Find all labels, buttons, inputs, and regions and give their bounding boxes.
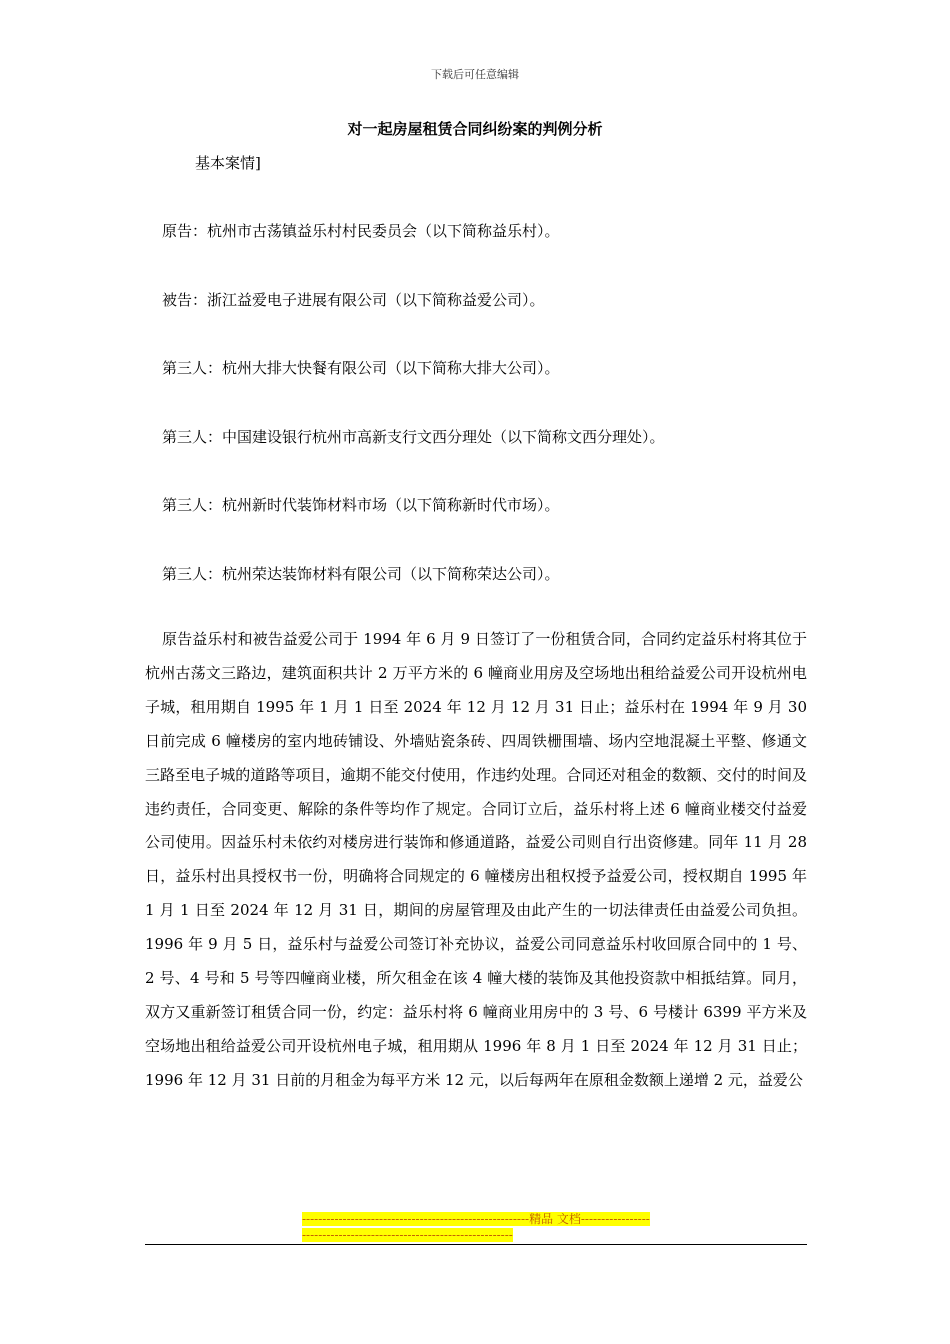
party-third-4: 第三人：杭州荣达装饰材料有限公司（以下简称荣达公司）。 — [162, 565, 560, 583]
footer-watermark-text: --------------------------------------------------------精品 文档--------------------------------------------------------------------- — [302, 1212, 650, 1242]
party-defendant: 被告：浙江益爱电子进展有限公司（以下简称益爱公司）。 — [162, 291, 545, 309]
party-plaintiff: 原告：杭州市古荡镇益乐村村民委员会（以下简称益乐村）。 — [162, 222, 560, 240]
party-third-1: 第三人：杭州大排大快餐有限公司（以下简称大排大公司）。 — [162, 359, 560, 377]
party-third-2: 第三人：中国建设银行杭州市高新支行文西分理处（以下简称文西分理处）。 — [162, 428, 665, 446]
document-title: 对一起房屋租赁合同纠纷案的判例分析 — [347, 120, 603, 138]
party-third-3: 第三人：杭州新时代装饰材料市场（以下简称新时代市场）。 — [162, 496, 560, 514]
footer-watermark — [302, 1211, 650, 1243]
header-note: 下载后可任意编辑 — [431, 68, 519, 81]
footer-divider — [145, 1244, 807, 1245]
section-label: 基本案情] — [195, 154, 261, 172]
case-body-paragraph: 原告益乐村和被告益爱公司于 1994 年 6 月 9 日签订了一份租赁合同，合同约定益乐村将其位于杭州古荡文三路边，建筑面积共计 2 万平方米的 6 幢商业用房及空场地出租给益爱公司开设杭州电子城，租用期自 1995 年 1 月 1 日至 2024 年 12 月 12 月 31 日止；益乐村在 1994 年 9 月 30 日前完成 6 幢楼房的室内地砖铺设、外墙贴瓷条砖、四周铁栅围墙、场内空地混凝土平整、修通文三路至电子城的道路等项目，逾期不能交付使用，作违约处理。合同还对租金的数额、交付的时间及违约责任，合同变更、解除的条件等均作了规定。合同订立后，益乐村将上述 6 幢商业楼交付益爱公司使用。因益乐村未依约对楼房进行装饰和修通道路，益爱公司则自行出资修建。同年 11 月 28 日，益乐村出具授权书一份，明确将合同规定的 6 幢楼房出租权授予益爱公司，授权期自 1995 年 1 月 1 日至 2024 年 12 月 31 日，期间的房屋管理及由此产生的一切法律责任由益爱公司负担。1996 年 9 月 5 日，益乐村与益爱公司签订补充协议，益爱公司同意益乐村收回原合同中的 1 号、2 号、4 号和 5 号等四幢商业楼，所欠租金在该 4 幢大楼的装饰及其他投资款中相抵结算。同月，双方又重新签订租赁合同一份，约定：益乐村将 6 幢商业用房中的 3 号、6 号楼计 6399 平方米及空场地出租给益爱公司开设杭州电子城，租用期从 1996 年 8 月 1 日至 2024 年 12 月 31 日止；1996 年 12 月 31 日前的月租金为每平方米 12 元，以后每两年在原租金数额上递增 2 元，益爱公 — [145, 630, 807, 1089]
